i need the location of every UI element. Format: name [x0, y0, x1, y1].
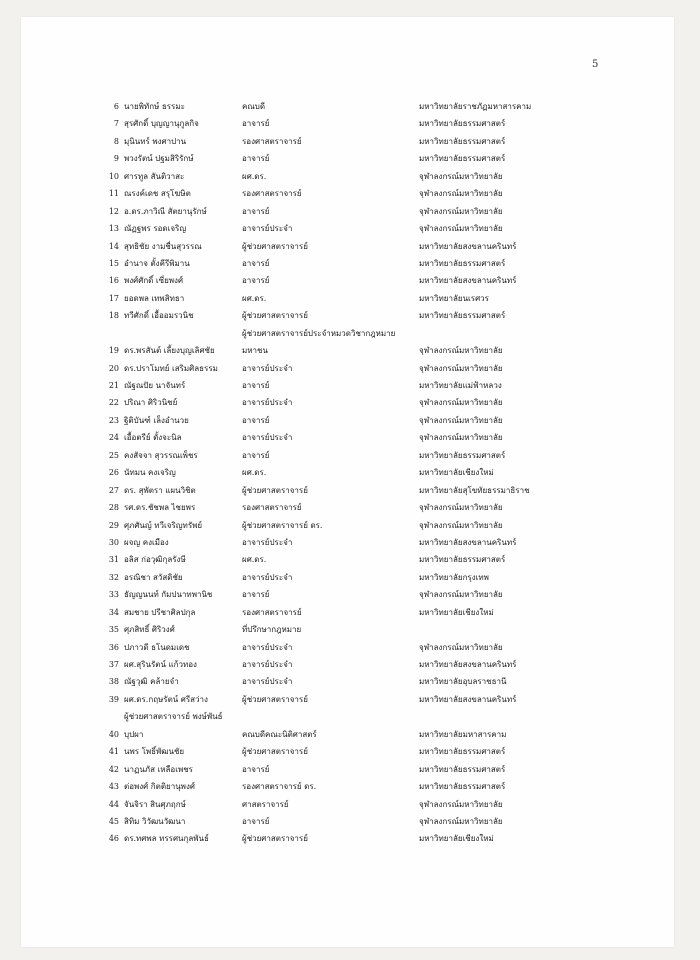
entry-name: ณัฏฐพร รอดเจริญ — [124, 224, 187, 234]
entry-number: 28 — [108, 503, 119, 513]
entry-institution: มหาวิทยาลัยธรรมศาสตร์ — [419, 154, 506, 164]
entry-name: ดร.พรสันต์ เลี้ยงบุญเลิศชัย — [124, 346, 215, 356]
entry-number: 29 — [108, 520, 119, 530]
entry-name: ทวีศักดิ์ เอื้ออมรวนิช — [124, 311, 194, 321]
entry-name: พวงรัตน์ ปฐมสิริรักษ์ — [124, 154, 194, 164]
entry-number: 25 — [108, 450, 119, 460]
list-item — [21, 360, 674, 377]
entry-name: สมชาย ปรีชาศิลปกุล — [124, 607, 196, 617]
entry-number: 18 — [108, 311, 119, 321]
entry-position: อาจารย์ — [242, 816, 270, 826]
entry-institution: จุฬาลงกรณ์มหาวิทยาลัย — [419, 642, 503, 652]
list-item — [21, 220, 674, 237]
entry-name: นาฏนภัส เหลือเพชร — [124, 764, 193, 774]
list-item — [21, 813, 674, 830]
list-item — [21, 621, 674, 638]
list-item — [21, 656, 674, 673]
entry-position: คณบดี — [242, 102, 266, 111]
entry-number: 42 — [108, 764, 119, 774]
entry-number: 20 — [108, 363, 119, 373]
entry-number: 32 — [108, 572, 119, 582]
entry-institution: จุฬาลงกรณ์มหาวิทยาลัย — [419, 433, 503, 443]
entry-institution: จุฬาลงกรณ์มหาวิทยาลัย — [419, 224, 503, 234]
entry-institution: มหาวิทยาลัยสงขลานครินทร์ — [419, 660, 517, 670]
entry-position: ผู้ช่วยศาสตราจารย์ — [242, 694, 308, 704]
entry-institution: จุฬาลงกรณ์มหาวิทยาลัย — [419, 363, 503, 373]
entry-position: ผู้ช่วยศาสตราจารย์ — [242, 311, 308, 321]
entry-number: 43 — [108, 782, 119, 792]
entry-position: รองศาสตราจารย์ — [242, 607, 302, 617]
list-item — [21, 447, 674, 464]
list-item — [21, 569, 674, 586]
entry-institution: จุฬาลงกรณ์มหาวิทยาลัย — [419, 816, 503, 826]
document-page — [21, 17, 674, 947]
entry-position: อาจารย์ประจำ — [242, 642, 293, 652]
entry-position: อาจารย์ประจำ — [242, 363, 293, 373]
entry-name: ศารทูล สันติวาสะ — [124, 171, 185, 181]
entry-name: ณัฐณปัย นาจันทร์ — [124, 381, 186, 391]
list-item — [21, 342, 674, 359]
entry-institution: มหาวิทยาลัยเชียงใหม่ — [419, 468, 494, 478]
list-item — [21, 464, 674, 481]
list-item — [21, 290, 674, 307]
list-item — [21, 150, 674, 167]
entry-position: อาจารย์ — [242, 450, 270, 460]
entry-number: 10 — [108, 171, 119, 181]
entry-position: รองศาสตราจารย์ — [242, 136, 302, 146]
entry-position: ผศ.ดร. — [242, 468, 267, 478]
entry-number: 26 — [108, 468, 119, 478]
entry-name: ศุภศันญ์ ทวีเจริญทรัพย์ — [124, 520, 203, 530]
entry-number: 13 — [108, 224, 119, 234]
list-item — [21, 307, 674, 342]
entry-institution: มหาวิทยาลัยสงขลานครินทร์ — [419, 241, 517, 251]
entry-institution: มหาวิทยาลัยแม่ฟ้าหลวง — [419, 381, 502, 391]
entry-number: 16 — [108, 276, 119, 286]
entry-number: 11 — [108, 189, 119, 199]
entry-name: มุนินทร์ พงศาปาน — [124, 136, 187, 146]
entry-position: ผศ.ดร. — [242, 171, 267, 181]
entry-number: 8 — [113, 136, 119, 146]
entry-number: 12 — [108, 206, 119, 216]
entry-number: 37 — [108, 660, 119, 670]
entry-institution: มหาวิทยาลัยสงขลานครินทร์ — [419, 537, 517, 547]
entry-name: อรณิชา สวัสดิชัย — [124, 572, 183, 582]
list-item — [21, 517, 674, 534]
list-item — [21, 534, 674, 551]
entry-institution: จุฬาลงกรณ์มหาวิทยาลัย — [419, 590, 503, 600]
entry-position-continued: ผู้ช่วยศาสตราจารย์ประจำหมวดวิชากฎหมาย — [242, 328, 396, 338]
entry-position: อาจารย์ — [242, 119, 270, 129]
entry-position: อาจารย์ประจำ — [242, 660, 293, 670]
entry-number: 22 — [108, 398, 119, 408]
entry-name: คงสัจจา สุวรรณเพ็ชร — [124, 450, 198, 460]
list-item — [21, 551, 674, 568]
entry-position: ผู้ช่วยศาสตราจารย์ — [242, 241, 308, 251]
entry-number: 24 — [108, 433, 119, 443]
list-item — [21, 726, 674, 743]
entry-institution: มหาวิทยาลัยสงขลานครินทร์ — [419, 694, 517, 704]
list-item — [21, 778, 674, 795]
entry-institution: จุฬาลงกรณ์มหาวิทยาลัย — [419, 398, 503, 408]
list-item — [21, 482, 674, 499]
entry-name: ฐิติบันฑ์ เล็งอำนวย — [124, 415, 189, 425]
entry-number: 14 — [108, 241, 119, 251]
entry-name: ผจญ คงเมือง — [124, 537, 169, 547]
entry-position: อาจารย์ — [242, 764, 270, 774]
entry-institution: จุฬาลงกรณ์มหาวิทยาลัย — [419, 799, 503, 809]
entry-name: อำนาจ ตั้งคีรีพิมาน — [124, 258, 190, 268]
entry-position: ผู้ช่วยศาสตราจารย์ — [242, 834, 308, 844]
entry-institution: มหาวิทยาลัยธรรมศาสตร์ — [419, 555, 506, 565]
entry-name: เอื้อตรีย์ ตั้งจะนิล — [124, 433, 182, 443]
entry-institution: มหาวิทยาลัยอุบลราชธานี — [419, 677, 507, 687]
entry-position: คณบดีคณะนิติศาสตร์ — [242, 729, 317, 739]
entry-institution: มหาวิทยาลัยธรรมศาสตร์ — [419, 764, 506, 774]
entry-name: ผศ.ดร.กฤษรัตน์ ศรีสว่าง — [124, 694, 208, 704]
entry-position: ผศ.ดร. — [242, 293, 267, 303]
entry-institution: จุฬาลงกรณ์มหาวิทยาลัย — [419, 503, 503, 513]
entry-name: บุปผา — [124, 729, 144, 739]
entry-position: อาจารย์ประจำ — [242, 224, 293, 234]
entry-institution: จุฬาลงกรณ์มหาวิทยาลัย — [419, 206, 503, 216]
entry-position: รองศาสตราจารย์ — [242, 503, 302, 513]
entry-institution: มหาวิทยาลัยธรรมศาสตร์ — [419, 311, 506, 321]
entry-number: 39 — [108, 694, 119, 704]
entry-position: อาจารย์ประจำ — [242, 398, 293, 408]
list-item — [21, 691, 674, 726]
list-item — [21, 203, 674, 220]
entry-position: อาจารย์ประจำ — [242, 537, 293, 547]
entry-position: ผศ.ดร. — [242, 555, 267, 565]
entry-name: รศ.ดร.ชัชพล ไชยพร — [124, 503, 196, 513]
entry-institution: จุฬาลงกรณ์มหาวิทยาลัย — [419, 346, 503, 356]
entry-name: ดร.ทศพล ทรรศนกุลพันธ์ — [124, 834, 209, 844]
entry-name: ปริณา ศิริวนิชย์ — [124, 398, 178, 408]
entry-name: ดร.ปราโมทย์ เสริมศิลธรรม — [124, 363, 218, 373]
entry-number: 40 — [108, 729, 119, 739]
entry-name: ธัญญนนท์ กัมปนาทพานิช — [124, 590, 213, 600]
entry-name: ดร. สุพัตรา แผนวิชิต — [124, 485, 196, 495]
entry-name: จันจิรา สินศุภฤกษ์ — [124, 799, 186, 809]
entry-name: พงศ์ศักดิ์ เซี่ยพงศ์ — [124, 276, 184, 286]
entry-position: อาจารย์ — [242, 154, 270, 164]
list-item — [21, 185, 674, 202]
entry-institution: จุฬาลงกรณ์มหาวิทยาลัย — [419, 189, 503, 199]
entry-number: 30 — [108, 537, 119, 547]
entry-position: อาจารย์ — [242, 381, 270, 391]
entry-position: อาจารย์ — [242, 590, 270, 600]
entry-name: อ.ดร.ภาวิณี สัตยานุรักษ์ — [124, 206, 207, 216]
entry-position: อาจารย์ — [242, 206, 270, 216]
list-item — [21, 377, 674, 394]
entry-number: 19 — [108, 346, 119, 356]
entry-number: 27 — [108, 485, 119, 495]
entry-number: 36 — [108, 642, 119, 652]
entry-institution: มหาวิทยาลัยสงขลานครินทร์ — [419, 276, 517, 286]
entry-name: อลิส ก่อวุฒิกุลรังษี — [124, 555, 186, 565]
entry-position: อาจารย์ — [242, 258, 270, 268]
entry-name: สุทธิชัย งามชื่นสุวรรณ — [124, 241, 202, 251]
entry-name: ณัฐวุฒิ คล้ายจำ — [124, 677, 179, 687]
list-item — [21, 168, 674, 185]
entry-institution: มหาวิทยาลัยธรรมศาสตร์ — [419, 747, 506, 757]
entry-institution: มหาวิทยาลัยกรุงเทพ — [419, 572, 489, 582]
list-item — [21, 604, 674, 621]
entry-position: ผู้ช่วยศาสตราจารย์ ดร. — [242, 520, 323, 530]
entry-number: 44 — [108, 799, 119, 809]
list-item — [21, 412, 674, 429]
entry-institution: จุฬาลงกรณ์มหาวิทยาลัย — [419, 415, 503, 425]
list-item — [21, 673, 674, 690]
list-item — [21, 639, 674, 656]
entry-position: รองศาสตราจารย์ — [242, 189, 302, 199]
entry-name: ผศ.สุรินรัตน์ แก้วทอง — [124, 660, 197, 670]
entry-number: 31 — [108, 555, 119, 565]
entry-position: ผู้ช่วยศาสตราจารย์ — [242, 485, 308, 495]
entry-institution: มหาวิทยาลัยเชียงใหม่ — [419, 834, 494, 844]
entry-position: มหาชน — [242, 346, 268, 356]
entry-institution: มหาวิทยาลัยธรรมศาสตร์ — [419, 450, 506, 460]
entry-number: 45 — [108, 816, 119, 826]
entry-institution: จุฬาลงกรณ์มหาวิทยาลัย — [419, 520, 503, 530]
list-item — [21, 238, 674, 255]
entry-institution: มหาวิทยาลัยธรรมศาสตร์ — [419, 119, 506, 129]
list-item — [21, 98, 674, 115]
list-item — [21, 429, 674, 446]
entry-position: ผู้ช่วยศาสตราจารย์ — [242, 747, 308, 757]
entry-number: 38 — [108, 677, 119, 687]
list-item — [21, 499, 674, 516]
entry-name: นัทมน คงเจริญ — [124, 468, 176, 478]
entry-institution: มหาวิทยาลัยธรรมศาสตร์ — [419, 782, 506, 792]
entry-position: ที่ปรึกษากฎหมาย — [242, 625, 302, 635]
entry-position: อาจารย์ — [242, 276, 270, 286]
entry-name: สิทิม วิวัฒนวัฒนา — [124, 816, 186, 826]
entry-name: สุรศักดิ์ บุญญานุกูลกิจ — [124, 119, 199, 129]
list-item — [21, 133, 674, 150]
list-item — [21, 761, 674, 778]
list-item — [21, 394, 674, 411]
entry-name: นายพิทักษ์ ธรรมะ — [124, 102, 185, 111]
list-item — [21, 115, 674, 132]
list-item — [21, 743, 674, 760]
entry-number: 6 — [113, 102, 119, 111]
entry-institution: มหาวิทยาลัยธรรมศาสตร์ — [419, 136, 506, 146]
entry-institution: มหาวิทยาลัยนเรศวร — [419, 293, 489, 303]
entry-number: 34 — [108, 607, 119, 617]
page-number: 5 — [592, 59, 599, 70]
entry-number: 35 — [108, 625, 119, 635]
entry-institution: มหาวิทยาลัยธรรมศาสตร์ — [419, 258, 506, 268]
entry-institution: มหาวิทยาลัยมหาสารคาม — [419, 729, 507, 739]
signatory-list — [21, 98, 674, 848]
entry-number: 17 — [108, 293, 119, 303]
entry-name: ณรงค์เดช สรุโฆษิต — [124, 189, 191, 199]
list-item — [21, 272, 674, 289]
entry-position: อาจารย์ประจำ — [242, 433, 293, 443]
entry-number: 23 — [108, 415, 119, 425]
entry-institution: มหาวิทยาลัยสุโขทัยธรรมาธิราช — [419, 485, 530, 495]
entry-name-continued: ผู้ช่วยศาสตราจารย์ พงษ์พันธ์ — [124, 712, 223, 722]
list-item — [21, 796, 674, 813]
entry-name: ยอดพล เทพสิทธา — [124, 293, 185, 303]
entry-position: ศาสตราจารย์ — [242, 799, 289, 809]
entry-institution: จุฬาลงกรณ์มหาวิทยาลัย — [419, 171, 503, 181]
entry-number: 33 — [108, 590, 119, 600]
entry-name: ปภาวดี ธโนดมเดช — [124, 642, 190, 652]
list-item — [21, 586, 674, 603]
entry-number: 21 — [108, 381, 119, 391]
list-item — [21, 255, 674, 272]
entry-name: ต่อพงศ์ กิตติยานุพงศ์ — [124, 782, 195, 792]
entry-institution: มหาวิทยาลัยราชภัฏมหาสารคาม — [419, 102, 532, 111]
entry-name: ศุภสิทธิ์ ศิริวงศ์ — [124, 625, 175, 635]
list-item — [21, 830, 674, 847]
entry-number: 41 — [108, 747, 119, 757]
entry-number: 7 — [113, 119, 119, 129]
entry-number: 46 — [108, 834, 119, 844]
entry-position: อาจารย์ประจำ — [242, 677, 293, 687]
entry-name: นพร โพธิ์พัฒนชัย — [124, 747, 185, 757]
entry-position: อาจารย์ประจำ — [242, 572, 293, 582]
entry-number: 15 — [108, 258, 119, 268]
entry-institution: มหาวิทยาลัยเชียงใหม่ — [419, 607, 494, 617]
entry-position: รองศาสตราจารย์ ดร. — [242, 782, 317, 792]
entry-number: 9 — [113, 154, 119, 164]
entry-position: อาจารย์ — [242, 415, 270, 425]
